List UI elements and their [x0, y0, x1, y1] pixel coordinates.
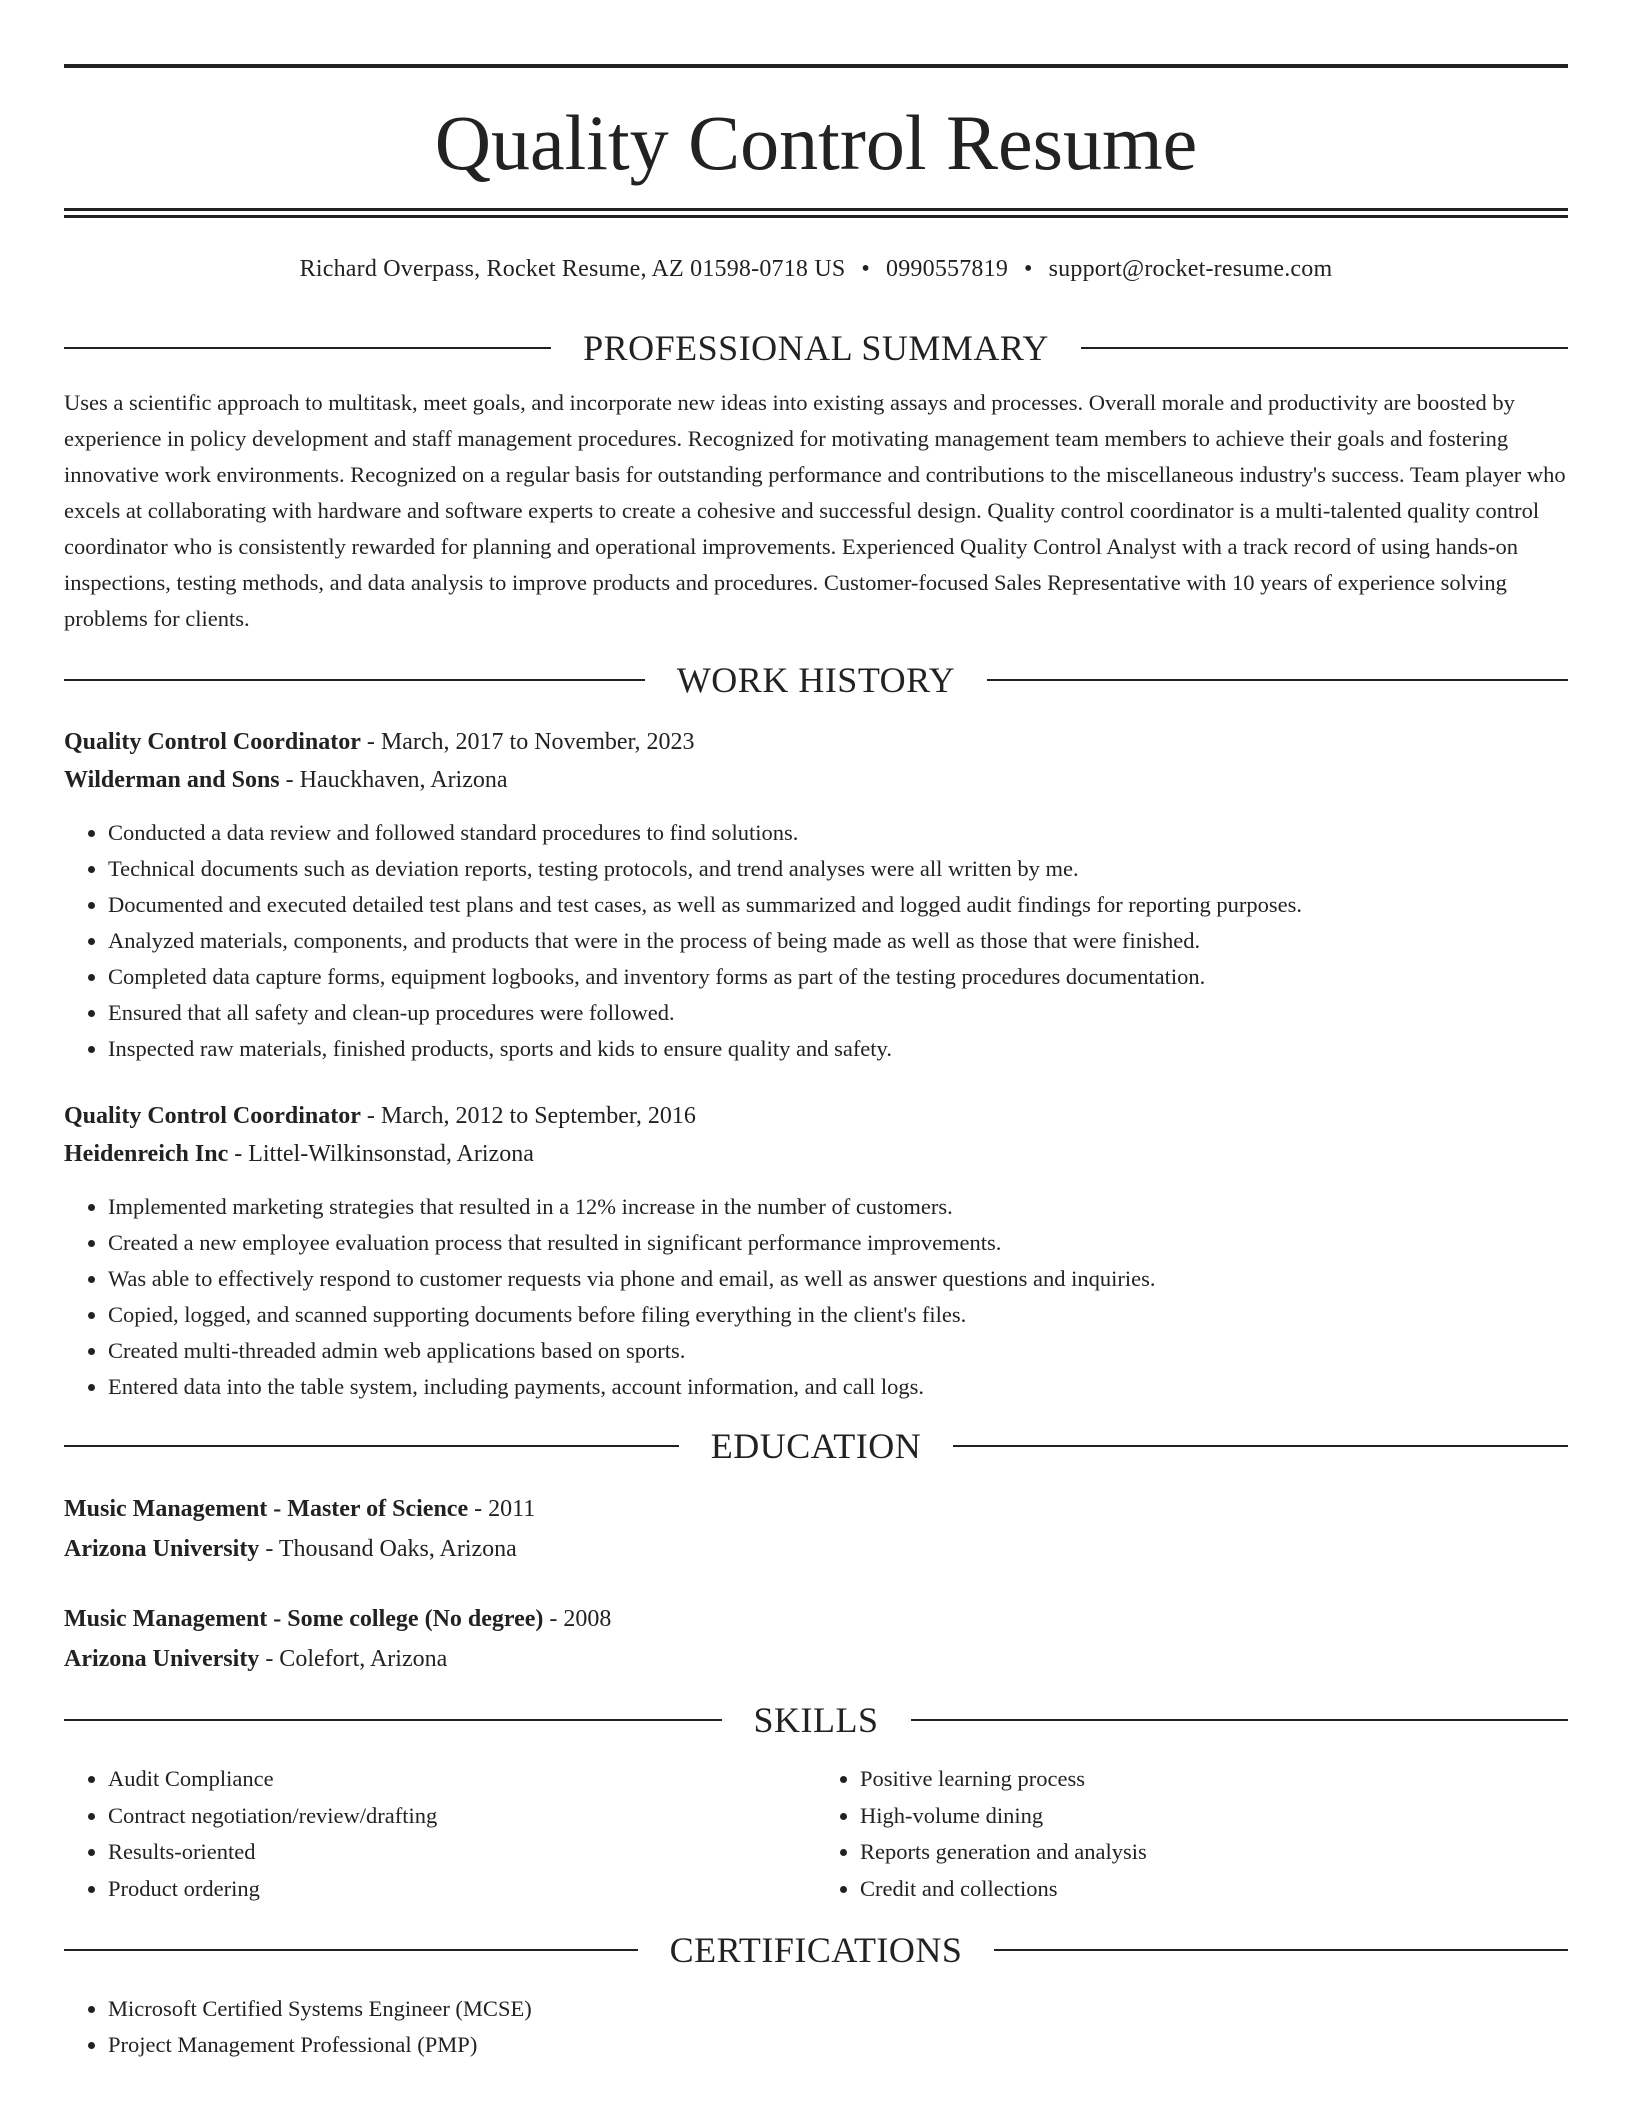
resume-page: [64, 64, 1568, 2063]
top-rule: [64, 64, 1568, 68]
job-company: Wilderman and Sons: [64, 767, 280, 793]
contact-phone: 0990557819: [886, 256, 1009, 282]
list-item: • Was able to effectively respond to customer requests via phone and email, as well as answer questions and inquiries.: [108, 1261, 1568, 1297]
education-entry: [64, 1489, 1568, 1569]
section-title: SKILLS: [753, 1700, 879, 1740]
section-title: EDUCATION: [710, 1426, 922, 1466]
summary-paragraph: Uses a scientific approach to multitask, meet goals, and incorporate new ideas into existing assays and processes. Overall morale and productivity are boosted by experience in policy development and staff management procedures. Recognized for motivating management team members to achieve their goals and fostering innovative work environments. Recognized on a regular basis for outstanding performance and contributions to the miscellaneous industry's success. Team player who excels at collaborating with hardware and software experts to create a cohesive and successful design. Quality control coordinator is a multi-talented quality control coordinator who is consistently rewarded for planning and operational improvements. Experienced Quality Control Analyst with a track record of using hands-on inspections, testing methods, and data analysis to improve products and procedures. Customer-focused Sales Representative with 10 years of experience solving problems for clients.: [64, 390, 1566, 631]
degree-line: [64, 1599, 1568, 1639]
school-location: - Colefort, Arizona: [259, 1646, 448, 1672]
list-item: • Ensured that all safety and clean-up procedures were followed.: [108, 995, 1568, 1031]
job-location: - Littel-Wilkinsonstad, Arizona: [228, 1141, 534, 1167]
page-title: Quality Control Resume: [434, 99, 1198, 186]
job-company-line: [64, 761, 1568, 799]
job-dates: - March, 2017 to November, 2023: [360, 729, 695, 755]
section-heading-summary: [64, 327, 1568, 369]
section-heading-certifications: [64, 1929, 1568, 1971]
contact-address: Richard Overpass, Rocket Resume, AZ 01598-0718 US: [299, 256, 846, 282]
section-title: WORK HISTORY: [676, 660, 956, 700]
job-entry: [64, 1097, 1568, 1405]
skills-column-left: [64, 1761, 816, 1907]
job-dates: - March, 2012 to September, 2016: [360, 1103, 696, 1129]
list-item: • Copied, logged, and scanned supporting documents before filing everything in the client's files.: [108, 1297, 1568, 1333]
school: Arizona University: [64, 1536, 260, 1562]
degree: Music Management - Some college (No degree): [64, 1606, 544, 1632]
skill-item: • Reports generation and analysis: [860, 1834, 1568, 1871]
school-line: [64, 1639, 1568, 1679]
skill-item: • Credit and collections: [860, 1871, 1568, 1908]
job-company: Heidenreich Inc: [64, 1141, 229, 1167]
title-double-rule: [64, 208, 1568, 218]
job-bullets: [64, 815, 1568, 1067]
job-title: Quality Control Coordinator: [64, 729, 361, 755]
certifications-list: [64, 1991, 1568, 2063]
list-item: • Technical documents such as deviation reports, testing protocols, and trend analyses were all written by me.: [108, 851, 1568, 887]
job-location: - Hauckhaven, Arizona: [279, 767, 508, 793]
heading-rule-left: [64, 1445, 679, 1447]
section-heading-education: [64, 1425, 1568, 1467]
heading-rule-right: [911, 1719, 1569, 1721]
skill-item: • Contract negotiation/review/drafting: [108, 1798, 816, 1835]
heading-rule-right: [987, 679, 1568, 681]
list-item: • Documented and executed detailed test plans and test cases, as well as summarized and logged audit findings for reporting purposes.: [108, 887, 1568, 923]
contact-separator: •: [1024, 256, 1033, 282]
heading-rule-left: [64, 1719, 722, 1721]
school: Arizona University: [64, 1646, 260, 1672]
section-heading-work: [64, 659, 1568, 701]
heading-rule-left: [64, 679, 645, 681]
job-title-line: [64, 723, 1568, 761]
section-title: CERTIFICATIONS: [669, 1930, 963, 1970]
section-title: PROFESSIONAL SUMMARY: [583, 328, 1049, 368]
list-item: • Conducted a data review and followed standard procedures to find solutions.: [108, 815, 1568, 851]
heading-rule-right: [1081, 347, 1568, 349]
job-entry: [64, 723, 1568, 1067]
skill-item: • Audit Compliance: [108, 1761, 816, 1798]
skills-list: [64, 1761, 1568, 1907]
list-item: • Analyzed materials, components, and products that were in the process of being made as well as those that were finished.: [108, 923, 1568, 959]
job-title: Quality Control Coordinator: [64, 1103, 361, 1129]
certification-item: • Project Management Professional (PMP): [108, 2027, 1568, 2063]
heading-rule-right: [994, 1949, 1568, 1951]
list-item: • Entered data into the table system, including payments, account information, and call logs.: [108, 1369, 1568, 1405]
contact-separator: •: [861, 256, 871, 282]
skill-item: • Product ordering: [108, 1871, 816, 1908]
degree-year: - 2008: [543, 1606, 612, 1632]
skills-column-right: [816, 1761, 1568, 1907]
list-item: • Completed data capture forms, equipment logbooks, and inventory forms as part of the testing procedures documentation.: [108, 959, 1568, 995]
degree: Music Management - Master of Science: [64, 1496, 469, 1522]
degree-line: [64, 1489, 1568, 1529]
heading-rule-left: [64, 1949, 638, 1951]
job-bullets: [64, 1189, 1568, 1405]
heading-rule-left: [64, 347, 551, 349]
education-entry: [64, 1599, 1568, 1679]
skill-item: • Positive learning process: [860, 1761, 1568, 1798]
skill-item: • Results-oriented: [108, 1834, 816, 1871]
job-title-line: [64, 1097, 1568, 1135]
list-item: • Created multi-threaded admin web applications based on sports.: [108, 1333, 1568, 1369]
list-item: • Created a new employee evaluation process that resulted in significant performance improvements.: [108, 1225, 1568, 1261]
heading-rule-right: [953, 1445, 1568, 1447]
degree-year: - 2011: [468, 1496, 536, 1522]
contact-line: [64, 256, 1568, 283]
contact-email: support@rocket-resume.com: [1048, 256, 1333, 282]
job-company-line: [64, 1135, 1568, 1173]
list-item: • Implemented marketing strategies that resulted in a 12% increase in the number of customers.: [108, 1189, 1568, 1225]
section-heading-skills: [64, 1699, 1568, 1741]
school-line: [64, 1529, 1568, 1569]
skill-item: • High-volume dining: [860, 1798, 1568, 1835]
list-item: • Inspected raw materials, finished products, sports and kids to ensure quality and safety.: [108, 1031, 1568, 1067]
certification-item: • Microsoft Certified Systems Engineer (MCSE): [108, 1991, 1568, 2027]
school-location: - Thousand Oaks, Arizona: [259, 1536, 517, 1562]
